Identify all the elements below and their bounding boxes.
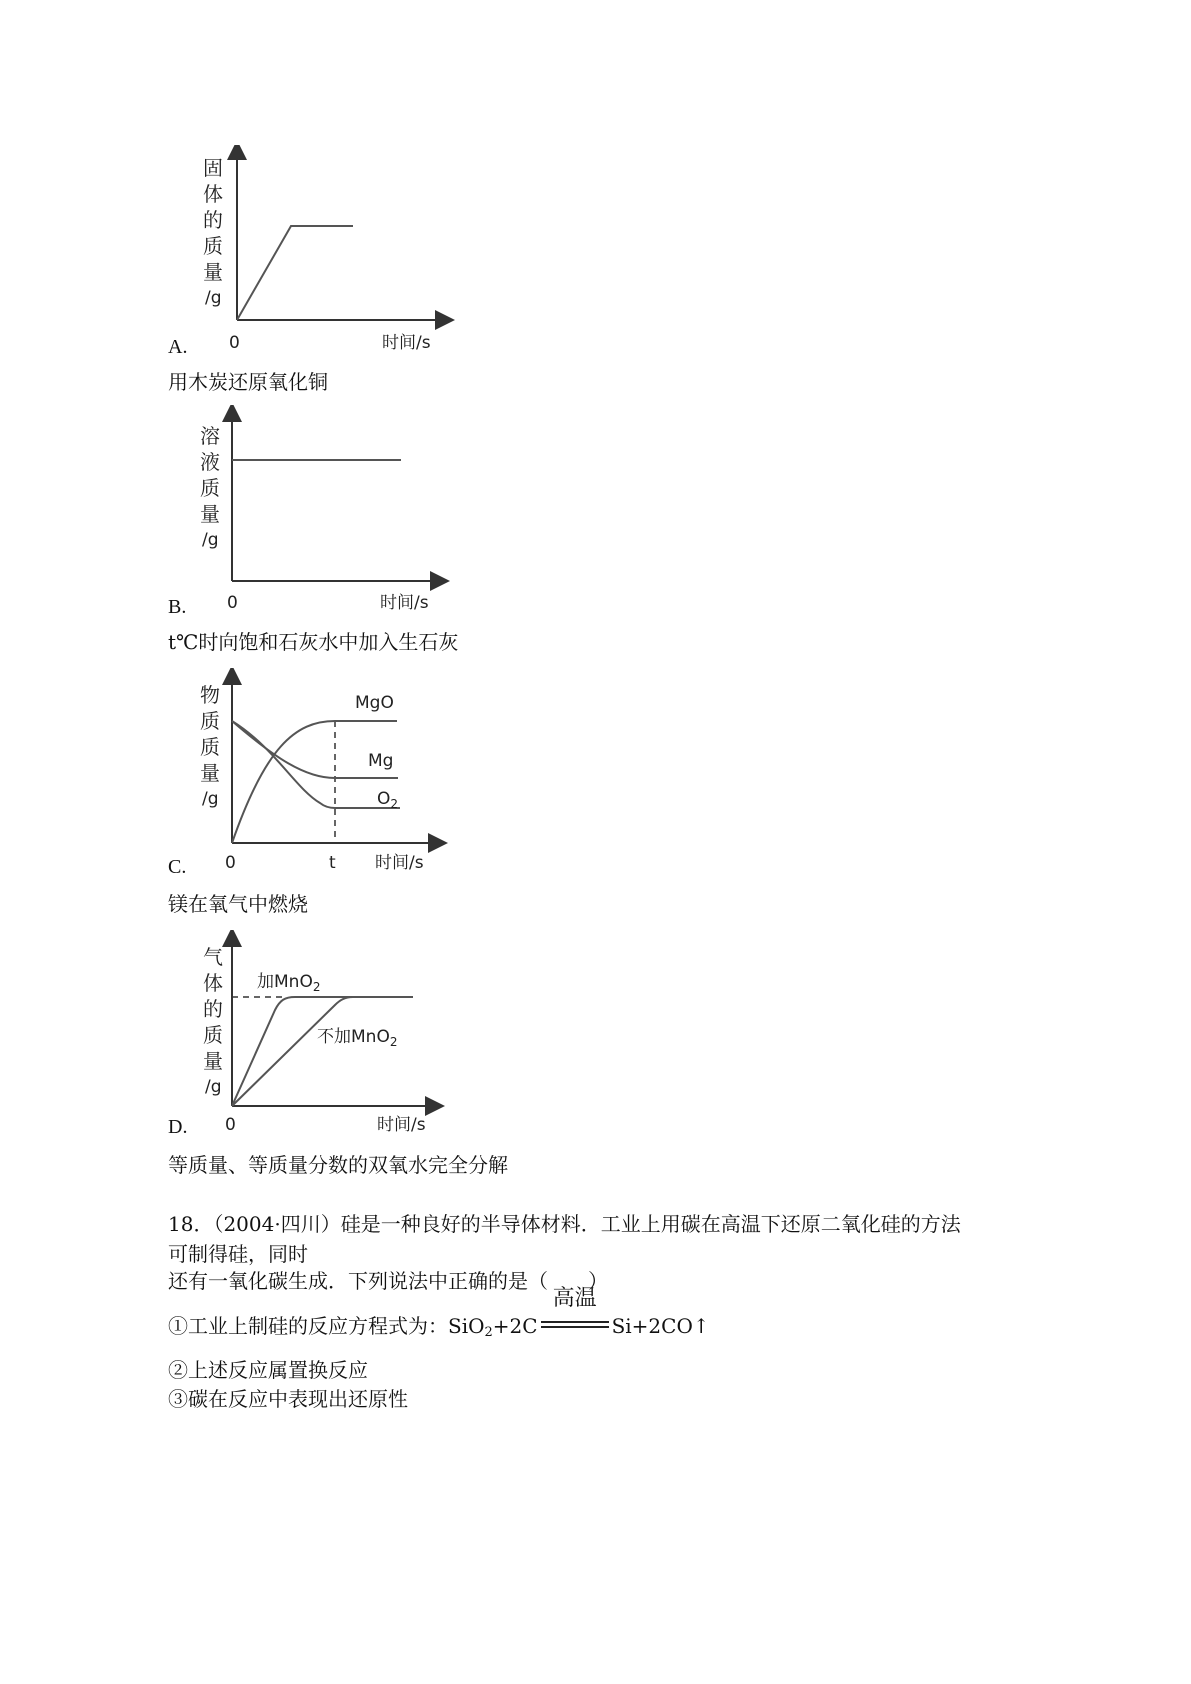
option-label-d: D.: [168, 1116, 188, 1138]
series-label-mgo: MgO: [355, 693, 394, 713]
y-label-char: 质: [203, 1023, 223, 1047]
statement-1: [168, 1286, 710, 1347]
equation-right: Si+2CO↑: [611, 1314, 710, 1338]
y-label-char: 量: [203, 260, 223, 284]
option-label-c: C.: [168, 856, 187, 878]
series-line: [237, 226, 353, 320]
y-label-char: 质: [203, 234, 223, 258]
statement-3: ③碳在反应中表现出还原性: [168, 1387, 408, 1411]
y-unit: /g: [205, 1077, 222, 1097]
option-description-d: 等质量、等质量分数的双氧水完全分解: [168, 1153, 508, 1177]
statement-1-prefix: ①工业上制硅的反应方程式为：: [168, 1314, 448, 1338]
series-label-o2: $O_2$: [377, 789, 399, 811]
y-unit: /g: [202, 789, 219, 809]
y-label-char: 量: [200, 761, 220, 785]
reaction-condition: [538, 1286, 612, 1340]
question-stem-line-1: 18．（2004·四川）硅是一种良好的半导体材料．工业上用碳在高温下还原二氧化硅的方法: [168, 1212, 961, 1236]
x-label: 时间/s: [377, 1115, 426, 1135]
statement-2: ②上述反应属置换反应: [168, 1358, 368, 1382]
y-label-char: 溶: [200, 424, 220, 448]
chart-b: [195, 405, 465, 620]
y-label-char: 物: [200, 683, 220, 707]
y-label-char: 量: [203, 1049, 223, 1073]
option-description-c: 镁在氧气中燃烧: [168, 892, 308, 916]
y-label-char: 的: [203, 997, 223, 1021]
condition-label: 高温: [552, 1286, 597, 1311]
series-label-without-mno2: 不加MnO$_2$: [317, 1027, 398, 1049]
y-label-char: 量: [200, 502, 220, 526]
y-label-char: 固: [203, 156, 223, 180]
series-label-with-mno2: 加MnO$_2$: [257, 972, 321, 994]
option-label-b: B.: [168, 596, 187, 618]
option-description-b: t℃时向饱和石灰水中加入生石灰: [168, 630, 459, 654]
t-label: t: [329, 853, 336, 873]
origin-label: 0: [225, 853, 236, 873]
origin-label: 0: [225, 1115, 236, 1135]
question-stem-line-3: 还有一氧化碳生成．下列说法中正确的是（ ）: [168, 1269, 608, 1293]
y-label-char: 质: [200, 476, 220, 500]
series-label-mg: Mg: [368, 751, 394, 771]
x-label: 时间/s: [380, 593, 429, 613]
y-label-char: 质: [200, 735, 220, 759]
y-label-char: 的: [203, 208, 223, 232]
chart-c: [195, 668, 470, 883]
question-stem-line-2: 可制得硅，同时: [168, 1242, 308, 1266]
y-label-char: 质: [200, 709, 220, 733]
equals-sign: [541, 1321, 609, 1328]
origin-label: 0: [229, 333, 240, 353]
y-label-char: 液: [200, 450, 220, 474]
equation-left: SiO$_2$+2C: [448, 1314, 538, 1340]
x-label: 时间/s: [375, 853, 424, 873]
y-unit: /g: [205, 288, 222, 308]
chart-d: [195, 930, 465, 1145]
option-description-a: 用木炭还原氧化铜: [168, 370, 328, 394]
series-line-with-mno2: [232, 997, 413, 1106]
x-label: 时间/s: [382, 333, 431, 353]
origin-label: 0: [227, 593, 238, 613]
y-label-char: 体: [203, 971, 223, 995]
y-unit: /g: [202, 530, 219, 550]
series-line-without-mno2: [232, 997, 413, 1106]
option-label-a: A.: [168, 336, 188, 358]
chart-a: [195, 145, 465, 360]
y-label-char: 体: [203, 182, 223, 206]
y-label-char: 气: [203, 945, 223, 969]
